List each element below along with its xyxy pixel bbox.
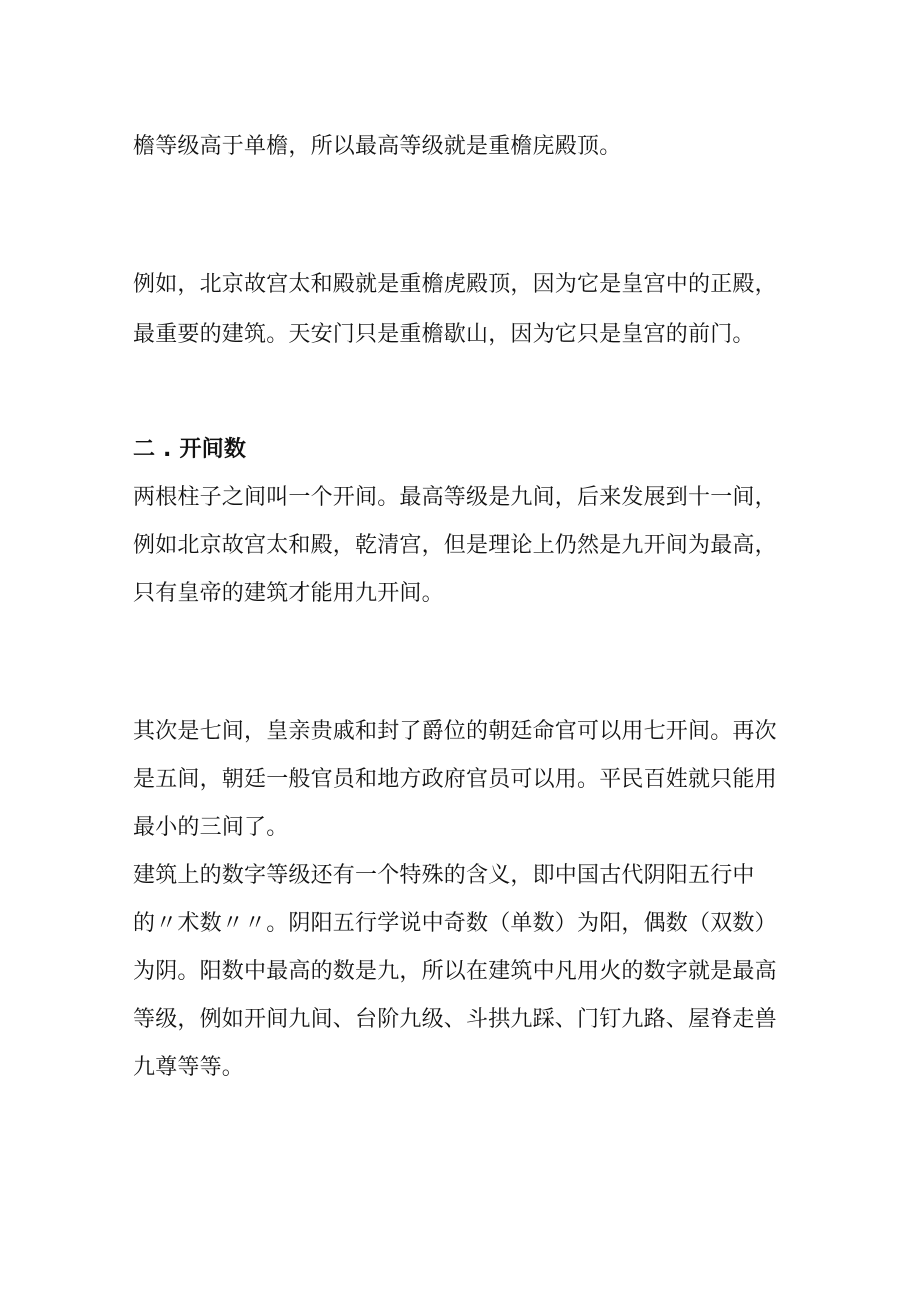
section-heading: 二 . 开间数 bbox=[133, 437, 247, 462]
text-line: 为阴。阳数中最高的数是九，所以在建筑中凡用火的数字就是最高 bbox=[133, 959, 777, 984]
text-line: 最小的三间了。 bbox=[133, 815, 289, 840]
text-line: 檐等级高于单檐，所以最高等级就是重檐庑殿顶。 bbox=[133, 134, 622, 159]
text-line: 等级，例如开间九间、台阶九级、斗拱九踩、门钉九路、屋脊走兽 bbox=[133, 1007, 777, 1032]
text-line: 最重要的建筑。天安门只是重檐歇山，因为它只是皇宫的前门。 bbox=[133, 322, 755, 347]
text-line: 例如北京故宫太和殿，乾清宫，但是理论上仍然是九开间为最高， bbox=[133, 533, 777, 558]
text-line: 是五间，朝廷一般官员和地方政府官员可以用。平民百姓就只能用 bbox=[133, 767, 777, 792]
text-line: 其次是七间，皇亲贵戚和封了爵位的朝廷命官可以用七开间。再次 bbox=[133, 719, 777, 744]
text-line: 九尊等等。 bbox=[133, 1055, 245, 1080]
text-line: 例如，北京故宫太和殿就是重檐虎殿顶，因为它是皇宫中的正殿， bbox=[133, 272, 777, 297]
text-line: 建筑上的数字等级还有一个特殊的含义，即中国古代阴阳五行中 bbox=[133, 863, 755, 888]
text-line: 两根柱子之间叫一个开间。最高等级是九间，后来发展到十一间， bbox=[133, 485, 777, 510]
text-line: 的〃术数〃〃。阴阳五行学说中奇数（单数）为阳，偶数（双数） bbox=[133, 911, 777, 936]
text-line: 只有皇帝的建筑才能用九开间。 bbox=[133, 581, 444, 606]
